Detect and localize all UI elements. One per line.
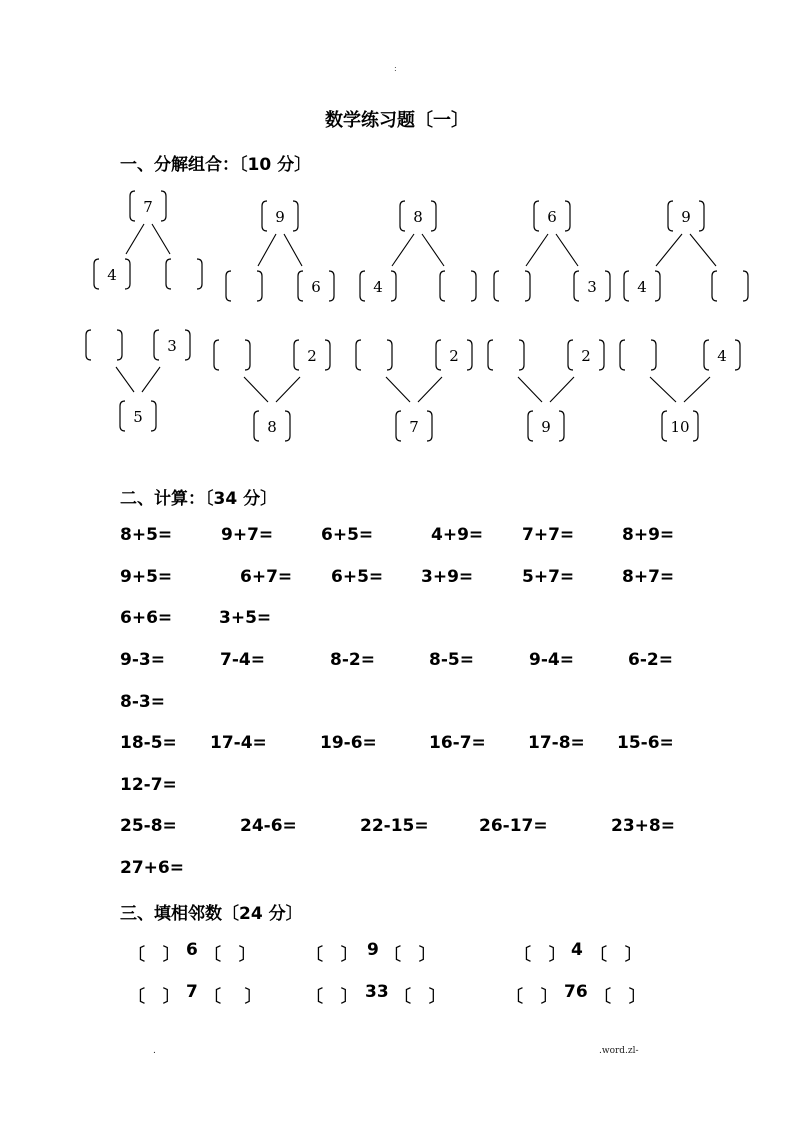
left-part-box: [360, 271, 396, 301]
branch-line: [550, 377, 574, 402]
box-number: 6: [311, 278, 321, 296]
blank-bracket-left[interactable]: 〔 〕: [306, 987, 358, 1007]
equation: 9-3=: [120, 650, 165, 670]
equation: 17-4=: [210, 733, 267, 753]
equation: 8+9=: [622, 525, 675, 545]
box-number: 2: [581, 347, 591, 365]
top-number-box: [262, 201, 298, 231]
equation: 4+9=: [431, 525, 484, 545]
blank-bracket-left[interactable]: 〔 〕: [306, 945, 358, 965]
top-number-box: [668, 201, 704, 231]
equation: 6+7=: [240, 567, 293, 587]
box-number: 4: [107, 266, 117, 284]
equation: 8+5=: [120, 525, 173, 545]
equation: 6+6=: [120, 608, 173, 628]
equation: 3+5=: [219, 608, 272, 628]
equation: 26-17=: [479, 816, 548, 836]
left-part-box[interactable]: [214, 340, 250, 370]
right-part-box[interactable]: [440, 271, 476, 301]
given-number: 4: [571, 940, 583, 960]
box-number: 2: [449, 347, 459, 365]
branch-line: [556, 234, 578, 266]
equation: 16-7=: [429, 733, 486, 753]
equation: 3+9=: [421, 567, 474, 587]
branch-line: [284, 234, 302, 266]
left-part-box[interactable]: [86, 330, 122, 360]
equation: 19-6=: [320, 733, 377, 753]
equation: 6+5=: [331, 567, 384, 587]
right-part-box: [436, 340, 472, 370]
branch-line: [258, 234, 276, 266]
blank-bracket-left[interactable]: 〔 〕: [128, 945, 180, 965]
box-number: 3: [587, 278, 597, 296]
branch-line: [116, 367, 134, 392]
right-part-box: [298, 271, 334, 301]
section-1-heading: 一、分解组合：〔10 分〕: [120, 155, 312, 175]
right-part-box: [154, 330, 190, 360]
equation: 8-3=: [120, 692, 165, 712]
top-number-box: [400, 201, 436, 231]
total-number-box: [528, 411, 564, 441]
blank-bracket-right[interactable]: 〔 〕: [594, 987, 646, 1007]
equation: 8-5=: [429, 650, 474, 670]
blank-bracket-left[interactable]: 〔 〕: [128, 987, 180, 1007]
box-number: 10: [670, 418, 690, 436]
branch-line: [392, 234, 414, 266]
right-part-box[interactable]: [166, 259, 202, 289]
given-number: 9: [367, 940, 379, 960]
branch-line: [276, 377, 300, 402]
left-part-box: [624, 271, 660, 301]
branch-line: [518, 377, 542, 402]
blank-bracket-right[interactable]: 〔 〕: [394, 987, 446, 1007]
branch-line: [142, 367, 160, 392]
equation: 7+7=: [522, 525, 575, 545]
blank-bracket-left[interactable]: 〔 〕: [506, 987, 558, 1007]
blank-bracket-right[interactable]: 〔 〕: [204, 945, 256, 965]
equation: 5+7=: [522, 567, 575, 587]
box-number: 4: [717, 347, 727, 365]
equation: 23+8=: [611, 816, 675, 836]
equation: 17-8=: [528, 733, 585, 753]
blank-bracket-right[interactable]: 〔 〕: [590, 945, 642, 965]
equation: 9-4=: [529, 650, 574, 670]
box-number: 4: [637, 278, 647, 296]
top-mark: :: [394, 64, 397, 73]
section-3-heading: 三、填相邻数〔24 分〕: [120, 904, 303, 924]
given-number: 33: [365, 982, 389, 1002]
total-number-box: [662, 411, 698, 441]
branch-line: [244, 377, 268, 402]
box-number: 9: [275, 208, 285, 226]
right-part-box: [574, 271, 610, 301]
left-part-box[interactable]: [356, 340, 392, 370]
box-number: 6: [547, 208, 557, 226]
section-2-heading: 二、计算：〔34 分〕: [120, 489, 278, 509]
equation: 8+7=: [622, 567, 675, 587]
right-part-box: [568, 340, 604, 370]
given-number: 6: [186, 940, 198, 960]
total-number-box: [254, 411, 290, 441]
blank-bracket-right[interactable]: 〔 〕: [204, 987, 262, 1007]
branch-line: [690, 234, 716, 266]
box-number: 8: [267, 418, 277, 436]
branch-line: [126, 224, 144, 254]
left-part-box[interactable]: [494, 271, 530, 301]
right-part-box: [294, 340, 330, 370]
branch-line: [526, 234, 548, 266]
box-number: 4: [373, 278, 383, 296]
right-part-box[interactable]: [712, 271, 748, 301]
box-number: 9: [541, 418, 551, 436]
branch-line: [418, 377, 442, 402]
blank-bracket-left[interactable]: 〔 〕: [514, 945, 566, 965]
footer-watermark: .word.zl-: [599, 1046, 639, 1056]
branch-line: [684, 377, 710, 402]
box-number: 7: [409, 418, 419, 436]
total-number-box: [396, 411, 432, 441]
equation: 8-2=: [330, 650, 375, 670]
equation: 9+7=: [221, 525, 274, 545]
equation: 6+5=: [321, 525, 374, 545]
left-part-box[interactable]: [620, 340, 656, 370]
equation: 9+5=: [120, 567, 173, 587]
footer-left-mark: .: [153, 1046, 156, 1056]
box-number: 9: [681, 208, 691, 226]
box-number: 2: [307, 347, 317, 365]
top-number-box: [130, 191, 166, 221]
decomposition-diagrams: [0, 0, 794, 470]
total-number-box: [120, 401, 156, 431]
equation: 22-15=: [360, 816, 429, 836]
box-number: 5: [133, 408, 143, 426]
equation: 25-8=: [120, 816, 177, 836]
equation: 18-5=: [120, 733, 177, 753]
branch-line: [650, 377, 676, 402]
box-number: 7: [143, 198, 153, 216]
top-number-box: [534, 201, 570, 231]
branch-line: [386, 377, 410, 402]
left-part-box: [94, 259, 130, 289]
page-title: 数学练习题〔一〕: [325, 110, 469, 131]
box-number: 8: [413, 208, 423, 226]
left-part-box[interactable]: [488, 340, 524, 370]
equation: 15-6=: [617, 733, 674, 753]
equation: 24-6=: [240, 816, 297, 836]
blank-bracket-right[interactable]: 〔 〕: [384, 945, 436, 965]
branch-line: [656, 234, 682, 266]
given-number: 76: [564, 982, 588, 1002]
equation: 7-4=: [220, 650, 265, 670]
right-part-box: [704, 340, 740, 370]
equation: 12-7=: [120, 775, 177, 795]
branch-line: [422, 234, 444, 266]
given-number: 7: [186, 982, 198, 1002]
branch-line: [152, 224, 170, 254]
box-number: 3: [167, 337, 177, 355]
left-part-box[interactable]: [226, 271, 262, 301]
equation: 6-2=: [628, 650, 673, 670]
equation: 27+6=: [120, 858, 184, 878]
